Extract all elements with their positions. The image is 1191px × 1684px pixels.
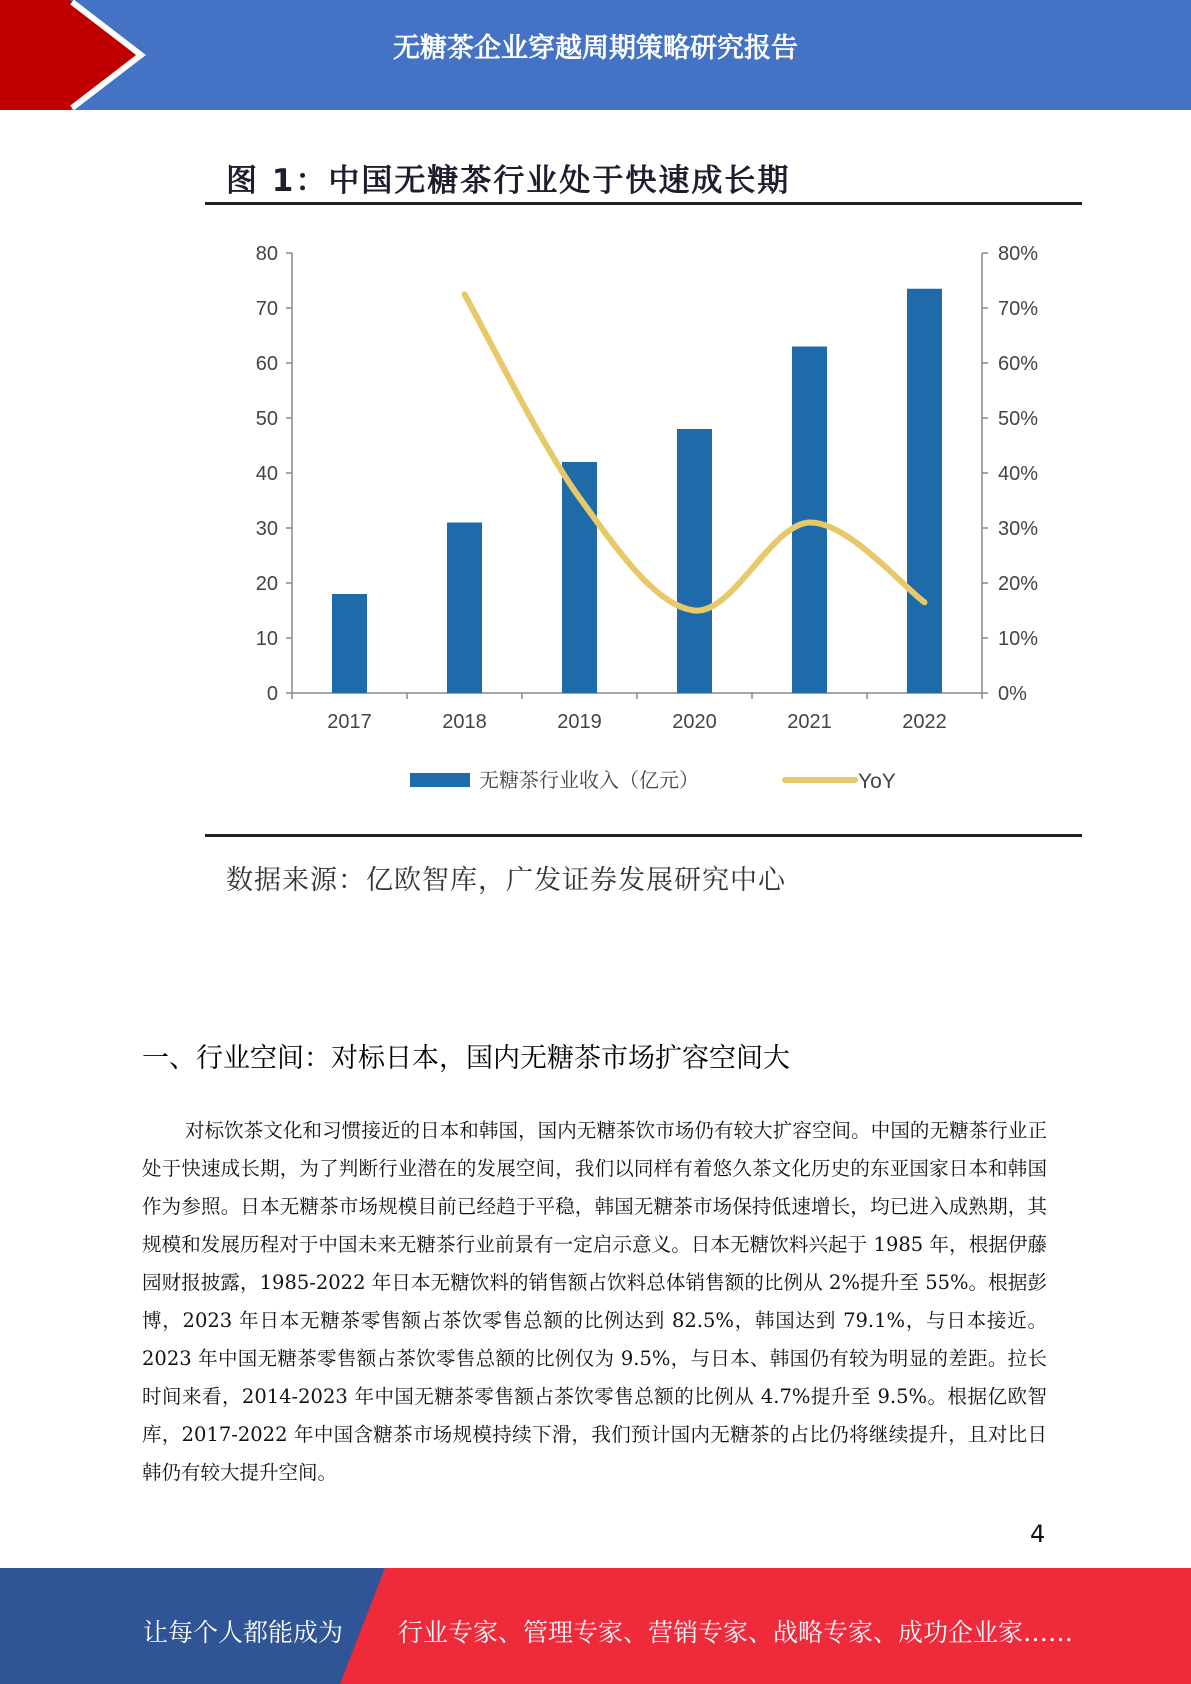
left-tick-label: 0 — [266, 683, 278, 705]
revenue-bar — [332, 594, 367, 693]
x-tick-label: 2018 — [442, 711, 487, 733]
report-title: 无糖茶企业穿越周期策略研究报告 — [393, 33, 798, 64]
right-tick-label: 30% — [998, 518, 1039, 540]
right-tick-label: 60% — [998, 353, 1039, 375]
x-tick-label: 2017 — [327, 711, 372, 733]
x-tick-label: 2019 — [557, 711, 602, 733]
right-tick-label: 20% — [998, 573, 1039, 595]
right-tick-label: 80% — [998, 243, 1039, 265]
body-paragraph: 对标饮茶文化和习惯接近的日本和韩国，国内无糖茶饮市场仍有较大扩容空间。中国的无糖茶行业正处于快速成长期，为了判断行业潜在的发展空间，我们以同样有着悠久茶文化历史的东亚国家日本和韩国作为参照。日本无糖茶市场规模目前已经趋于平稳，韩国无糖茶市场保持低速增长，均已进入成熟期，其规模和发展历程对于中国未来无糖茶行业前景有一定启示意义。日本无糖饮料兴起于 1985 年，根据伊藤园财报披露，1985-2022 年日本无糖饮料的销售额占饮料总体销售额的比例从 2%提升至 55%。根据彭博，2023 年日本无糖茶零售额占茶饮零售总额的比例达到 82.5%，韩国达到 79.1%，与日本接近。2023 年中国无糖茶零售额占茶饮零售总额的比例仅为 9.5%，与日本、韩国仍有较为明显的差距。拉长时间来看，2014-2023 年中国无糖茶零售额占茶饮零售总额的比例从 4.7%提升至 9.5%。根据亿欧智库，2017-2022 年中国含糖茶市场规模持续下滑，我们预计国内无糖茶的占比仍将继续提升，且对比日韩仍有较大提升空间。 — [142, 1119, 1047, 1484]
x-tick-label: 2020 — [672, 711, 717, 733]
figure-source: 数据来源：亿欧智库，广发证券发展研究中心 — [226, 865, 786, 896]
revenue-bar — [907, 289, 942, 693]
revenue-bar — [447, 523, 482, 694]
left-tick-label: 20 — [255, 573, 278, 595]
section-heading: 一、行业空间：对标日本，国内无糖茶市场扩容空间大 — [142, 1043, 790, 1074]
left-tick-label: 80 — [255, 243, 278, 265]
right-tick-label: 50% — [998, 408, 1039, 430]
figure-title: 图 1：中国无糖茶行业处于快速成长期 — [226, 163, 791, 199]
x-tick-label: 2021 — [787, 711, 832, 733]
revenue-bar — [677, 429, 712, 693]
figure-bottom-rule — [205, 834, 1082, 837]
revenue-yoy-chart — [205, 210, 1075, 830]
right-tick-label: 40% — [998, 463, 1039, 485]
page-header — [0, 0, 1191, 110]
right-tick-label: 70% — [998, 298, 1039, 320]
left-tick-label: 60 — [255, 353, 278, 375]
left-tick-label: 10 — [255, 628, 278, 650]
x-tick-label: 2022 — [902, 711, 947, 733]
figure-top-rule — [205, 202, 1082, 205]
legend-label-revenue: 无糖茶行业收入（亿元） — [479, 768, 699, 792]
legend-swatch-revenue — [410, 773, 470, 787]
left-tick-label: 30 — [255, 518, 278, 540]
right-tick-label: 0% — [998, 683, 1027, 705]
right-tick-label: 10% — [998, 628, 1039, 650]
left-tick-label: 40 — [255, 463, 278, 485]
page-number: 4 — [1030, 1520, 1046, 1548]
footer-slogan-right: 行业专家、管理专家、营销专家、战略专家、成功企业家…… — [398, 1618, 1074, 1647]
left-tick-label: 70 — [255, 298, 278, 320]
left-tick-label: 50 — [255, 408, 278, 430]
legend-label-yoy: YoY — [858, 770, 896, 793]
footer-slogan-left: 让每个人都能成为 — [143, 1618, 344, 1647]
